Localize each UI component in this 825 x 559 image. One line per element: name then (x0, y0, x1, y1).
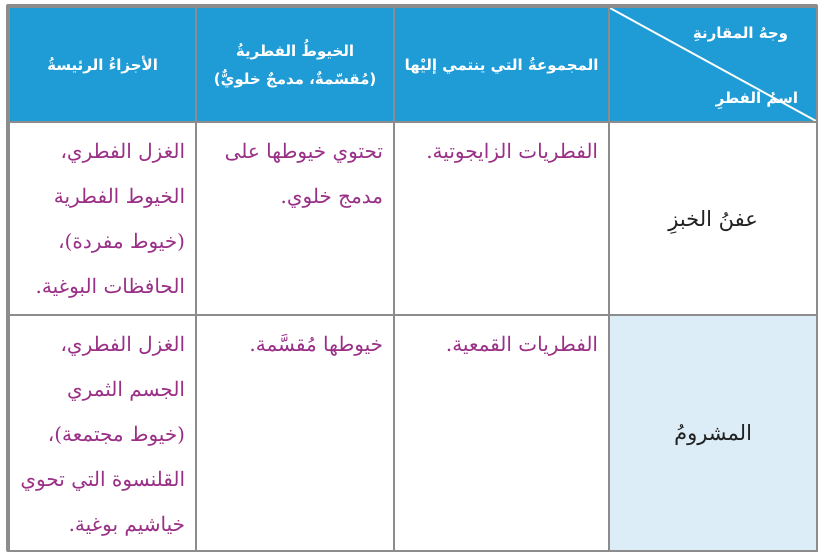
hyphae-line: خيوطها مُقسَّمة. (249, 332, 383, 356)
hyphae-line: مدمج خلوي. (280, 184, 383, 208)
parts-cell (9, 122, 196, 315)
header-corner-cell (609, 7, 817, 122)
header-hyphae (196, 7, 394, 122)
header-group: المجموعةُ التي ينتمي إليْها (394, 7, 609, 122)
parts-cell (9, 315, 196, 551)
header-fungus-name: اسمُ الفطرِ (715, 89, 798, 107)
header-hyphae-line1: الخيوطُ الفطريةُ (235, 41, 355, 60)
hyphae-cell (196, 315, 394, 551)
comparison-table-frame (6, 4, 818, 552)
header-main-parts: الأجزاءُ الرئيسةُ (9, 7, 196, 122)
parts-line: الخيوط الفطرية (53, 184, 185, 208)
parts-line: (خيوط مجتمعة)، (47, 422, 185, 446)
hyphae-cell (196, 122, 394, 315)
table-row (9, 315, 817, 551)
parts-line: القلنسوة التي تحوي (20, 467, 185, 491)
parts-line: الحافظات البوغية. (35, 274, 185, 298)
parts-line: الغزل الفطري، (60, 139, 185, 163)
header-row (9, 7, 817, 122)
table-row (9, 122, 817, 315)
fungus-name-cell: المشرومُ (609, 315, 817, 551)
hyphae-line: تحتوي خيوطها على (224, 139, 383, 163)
parts-line: الغزل الفطري، (60, 332, 185, 356)
fungus-name-cell: عفنُ الخبزِ (609, 122, 817, 315)
group-cell: الفطريات الزايجوتية. (394, 122, 609, 315)
group-cell: الفطريات القمعية. (394, 315, 609, 551)
parts-line: خياشيم بوغية. (68, 512, 185, 536)
parts-line: الجسم الثمري (66, 377, 185, 401)
header-hyphae-line2: (مُقسّمةٌ، مدمجٌ خلويٌّ) (213, 69, 377, 88)
header-comparison-aspect: وجهُ المقارنةِ (692, 24, 788, 42)
parts-line: (خيوط مفردة)، (58, 229, 185, 253)
fungi-comparison-table (8, 6, 818, 552)
